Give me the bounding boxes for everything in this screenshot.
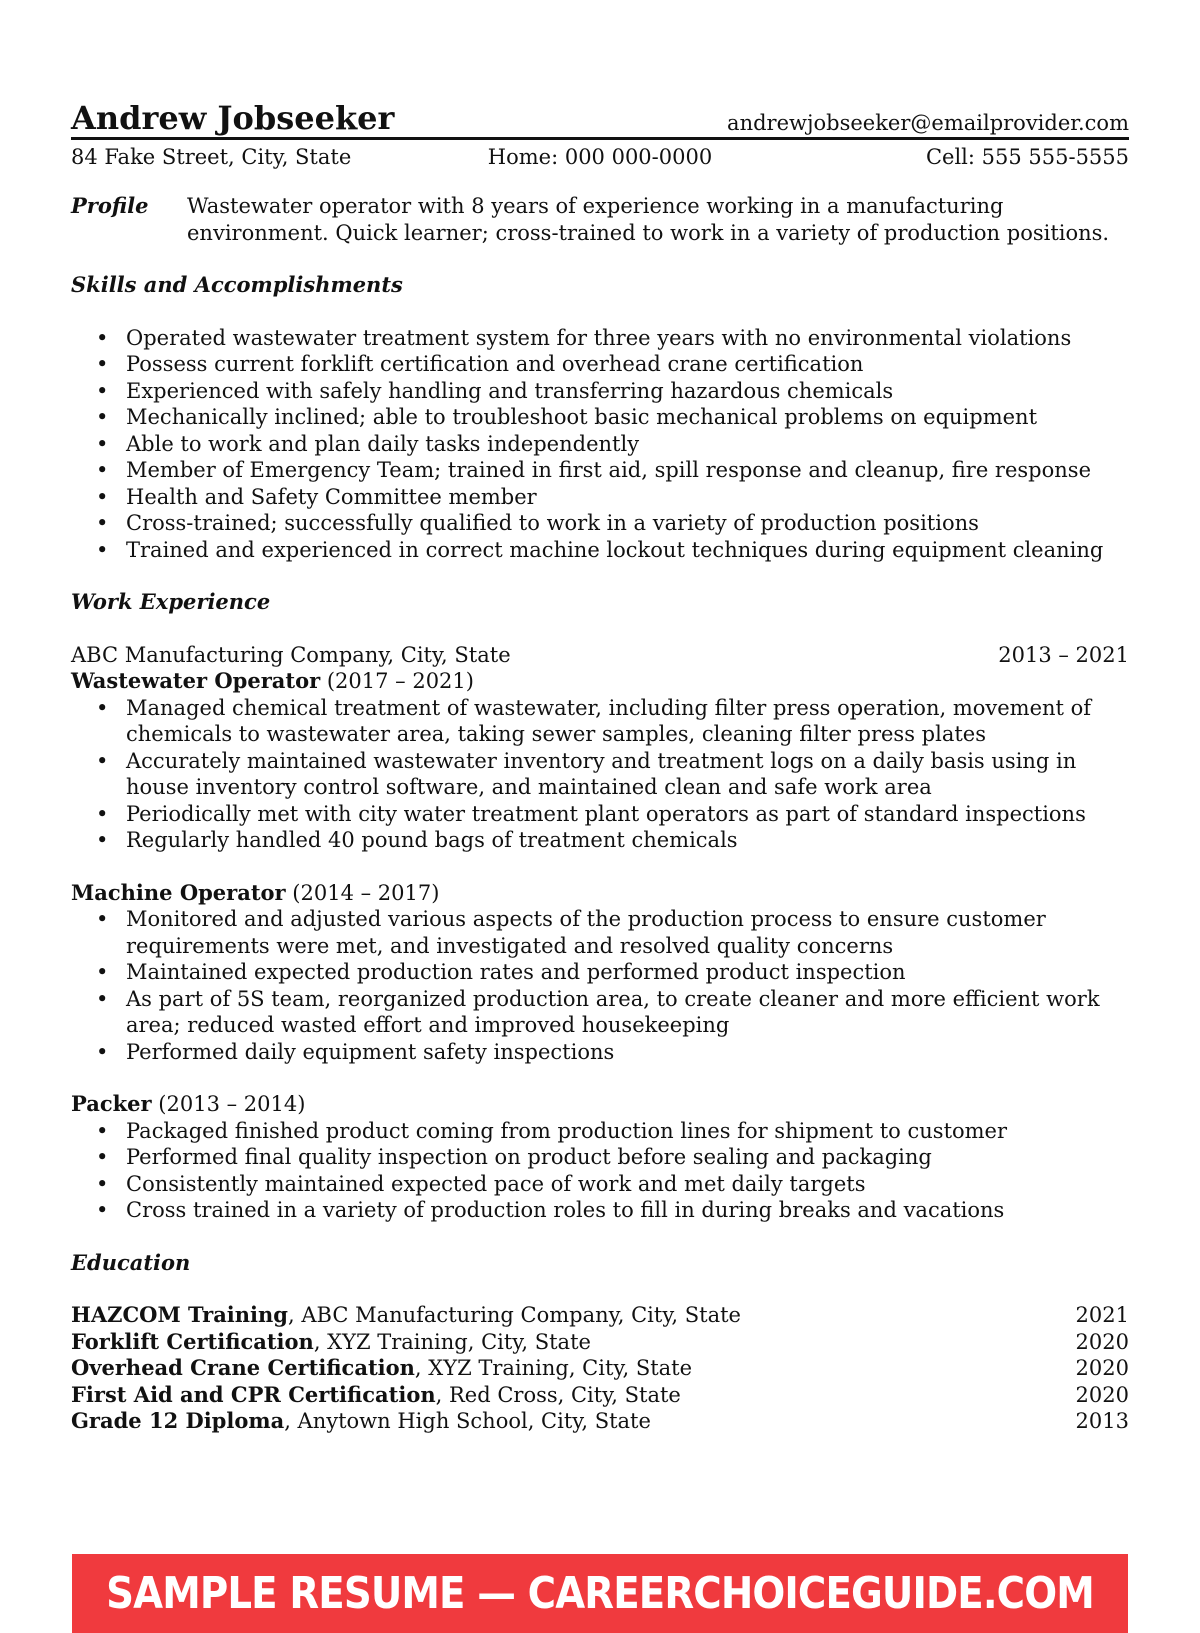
job-duties-list xyxy=(71,906,1129,1065)
skills-heading: Skills and Accomplishments xyxy=(71,272,403,297)
education-title: Forklift Certification xyxy=(71,1328,314,1354)
education-detail: , XYZ Training, City, State xyxy=(313,1329,591,1354)
list-item: • Health and Safety Committee member xyxy=(71,484,1129,511)
education-entry xyxy=(71,1382,1129,1409)
company-dates: 2013 – 2021 xyxy=(998,642,1129,667)
cell-phone: Cell: 555 555-5555 xyxy=(925,145,1130,169)
education-year: 2020 xyxy=(1075,1356,1129,1380)
list-item: • Cross trained in a variety of production roles to fill in during breaks and vacations xyxy=(71,1197,1129,1224)
sample-resume-banner: SAMPLE RESUME — CAREERCHOICEGUIDE.COM xyxy=(72,1554,1128,1633)
education-detail: , Red Cross, City, State xyxy=(435,1382,681,1407)
education-detail: , Anytown High School, City, State xyxy=(284,1409,651,1433)
email-address[interactable]: andrewjobseeker@emailprovider.com xyxy=(727,111,1129,135)
education-year: 2020 xyxy=(1075,1329,1129,1354)
list-item: • Maintained expected production rates and performed product inspection xyxy=(71,959,1129,986)
list-item: • Accurately maintained wastewater inventory and treatment logs on a daily basis using in house inventory control software, and maintained clean and safe work area xyxy=(71,748,1129,801)
list-item: • Possess current forklift certification and overhead crane certification xyxy=(71,351,1129,378)
candidate-name: Andrew Jobseeker xyxy=(71,99,395,137)
job-dates: (2017 – 2021) xyxy=(326,669,474,693)
job-duties-list xyxy=(71,695,1129,854)
list-item: • As part of 5S team, reorganized production area, to create cleaner and more efficient work area; reduced wasted effort and improved housekeeping xyxy=(71,986,1129,1039)
street-address: 84 Fake Street, City, State xyxy=(71,145,352,169)
list-item: • Experienced with safely handling and transferring hazardous chemicals xyxy=(71,378,1129,405)
job-title: Packer xyxy=(71,1091,152,1116)
list-item: • Managed chemical treatment of wastewater, including filter press operation, movement of chemicals to wastewater area, taking sewer samples, cleaning filter press plates xyxy=(71,695,1129,748)
education-year: 2013 xyxy=(1075,1409,1129,1433)
company-name: ABC Manufacturing Company, City, State xyxy=(71,642,511,667)
job-title-row xyxy=(71,668,1129,695)
list-item: • Periodically met with city water treatment plant operators as part of standard inspections xyxy=(71,801,1129,828)
education-title: First Aid and CPR Certification xyxy=(71,1381,436,1407)
list-item: • Packaged finished product coming from production lines for shipment to customer xyxy=(71,1118,1129,1145)
work-heading: Work Experience xyxy=(71,589,271,614)
company-row xyxy=(71,642,1129,669)
list-item: • Trained and experienced in correct machine lockout techniques during equipment cleaning xyxy=(71,537,1129,564)
list-item: • Cross-trained; successfully qualified to work in a variety of production positions xyxy=(71,510,1129,537)
list-item: • Performed final quality inspection on product before sealing and packaging xyxy=(71,1144,1129,1171)
job-dates: (2014 – 2017) xyxy=(292,880,440,905)
education-title: Grade 12 Diploma xyxy=(71,1408,285,1433)
job-machine-operator xyxy=(71,880,1129,1066)
home-phone: Home: 000 000-0000 xyxy=(487,145,713,169)
job-duties-list xyxy=(71,1118,1129,1224)
job-title-row xyxy=(71,880,1129,907)
profile-text: Wastewater operator with 8 years of experience working in a manufacturing environment. Quick learner; cross-trained to work in a variety of production positions. xyxy=(187,194,1110,245)
job-title: Machine Operator xyxy=(71,879,286,905)
education-entry xyxy=(71,1329,1129,1356)
contact-row xyxy=(71,144,1129,170)
profile-label: Profile xyxy=(71,193,149,218)
list-item: • Member of Emergency Team; trained in first aid, spill response and cleanup, fire response xyxy=(71,457,1129,484)
education-title: Overhead Crane Certification xyxy=(71,1355,415,1380)
job-dates: (2013 – 2014) xyxy=(158,1092,306,1116)
education-year: 2021 xyxy=(1075,1303,1129,1327)
job-title-row xyxy=(71,1091,1129,1118)
education-detail: , ABC Manufacturing Company, City, State xyxy=(287,1303,741,1327)
resume-header xyxy=(71,100,1129,140)
list-item: • Monitored and adjusted various aspects of the production process to ensure customer requirements were met, and investigated and resolved quality concerns xyxy=(71,906,1129,959)
list-item: • Mechanically inclined; able to troubleshoot basic mechanical problems on equipment xyxy=(71,404,1129,431)
education-title: HAZCOM Training xyxy=(71,1302,288,1327)
education-entry xyxy=(71,1355,1129,1382)
job-wastewater-operator xyxy=(71,668,1129,854)
education-heading: Education xyxy=(71,1249,191,1275)
job-title: Wastewater Operator xyxy=(71,668,321,693)
skills-list xyxy=(71,325,1129,564)
list-item: • Operated wastewater treatment system for three years with no environmental violations xyxy=(71,325,1129,352)
job-packer xyxy=(71,1091,1129,1224)
list-item: • Able to work and plan daily tasks independently xyxy=(71,431,1129,458)
education-entry xyxy=(71,1408,1129,1435)
resume-page xyxy=(71,100,1129,1435)
education-entry xyxy=(71,1302,1129,1329)
list-item: • Performed daily equipment safety inspections xyxy=(71,1039,1129,1066)
education-year: 2020 xyxy=(1075,1382,1129,1407)
list-item: • Regularly handled 40 pound bags of treatment chemicals xyxy=(71,827,1129,854)
list-item: • Consistently maintained expected pace of work and met daily targets xyxy=(71,1171,1129,1198)
education-detail: , XYZ Training, City, State xyxy=(414,1356,693,1380)
profile-section xyxy=(71,193,1129,246)
